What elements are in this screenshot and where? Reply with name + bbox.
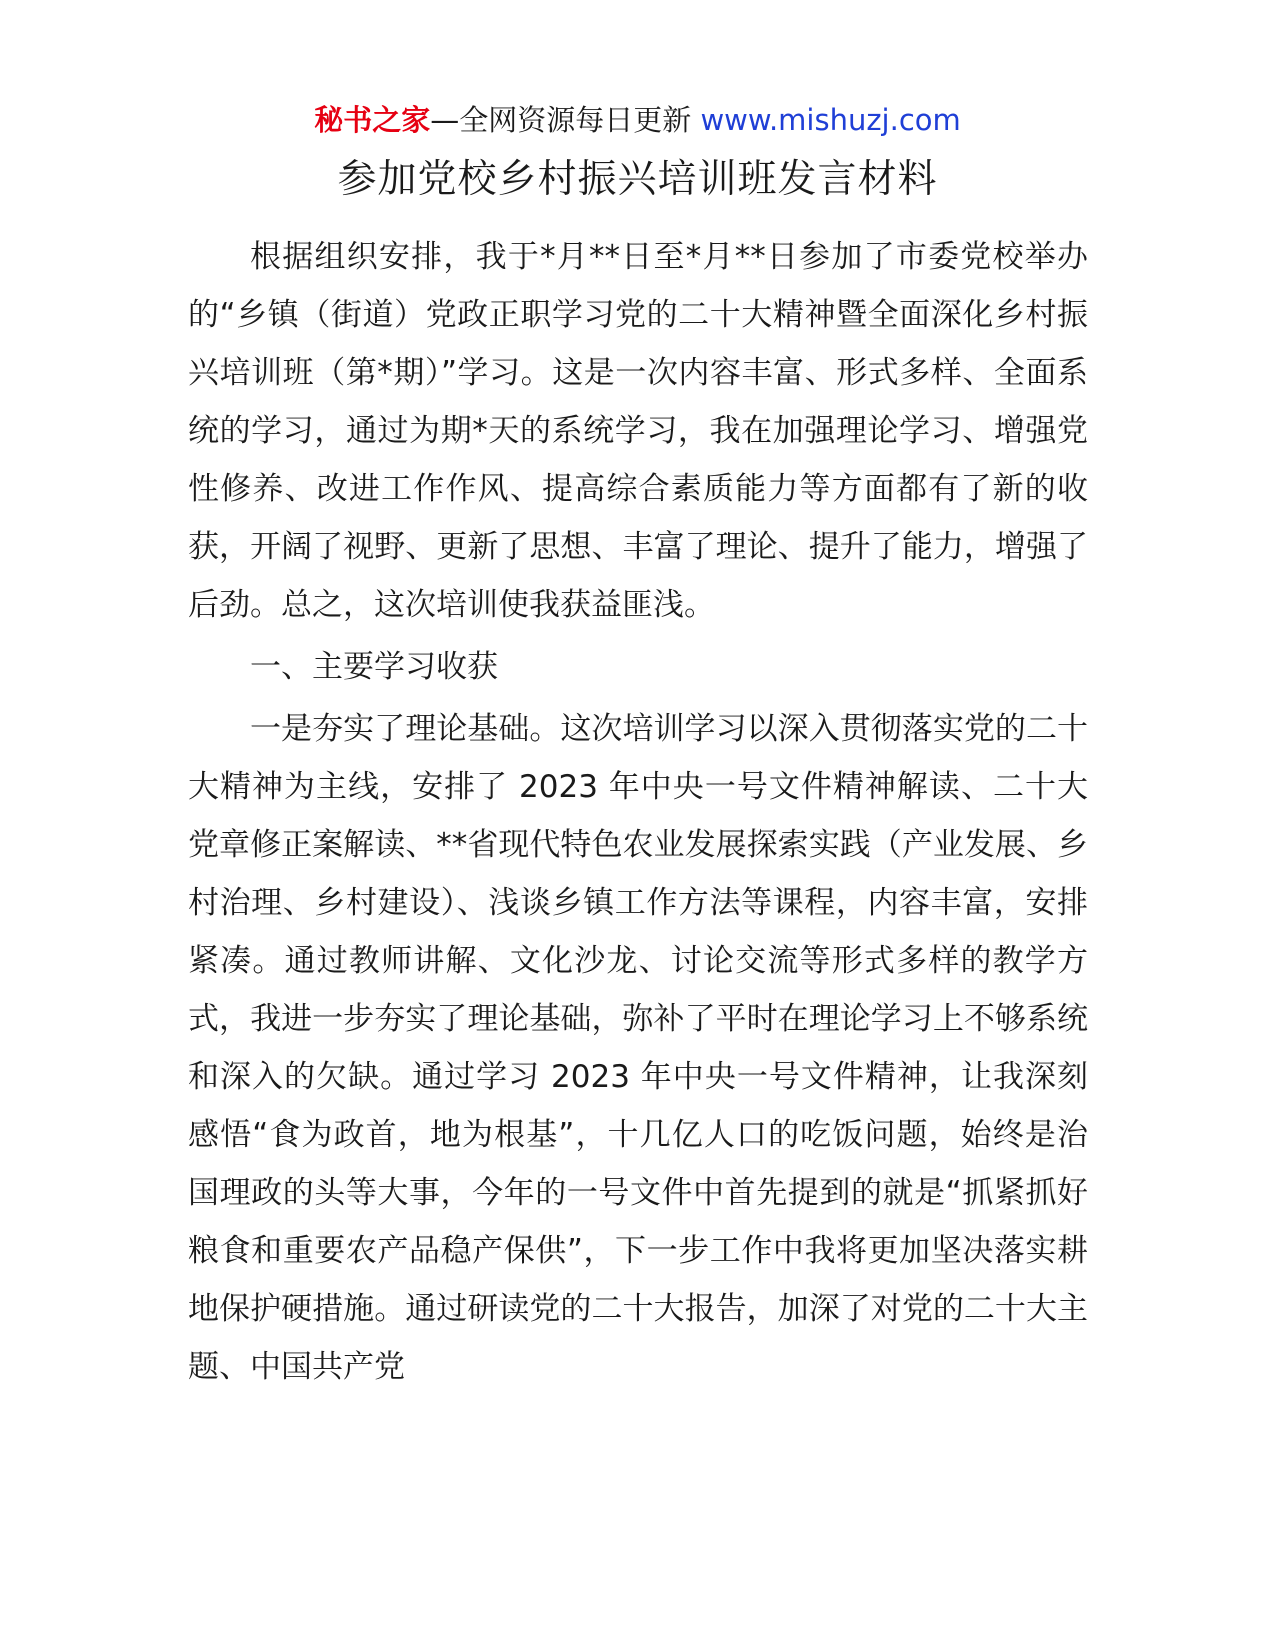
header-tagline: —全网资源每日更新 bbox=[430, 103, 701, 137]
source-header bbox=[0, 100, 1275, 140]
site-link[interactable]: www.mishuzj.com bbox=[700, 103, 961, 137]
document-title: 参加党校乡村振兴培训班发言材料 bbox=[337, 157, 938, 202]
paragraph-intro: 根据组织安排，我于*月**日至*月**日参加了市委党校举办的“乡镇（街道）党政正职学习党的二十大精神暨全面深化乡村振兴培训班（第*期）”学习。这是一次内容丰富、形式多样、全面系统的学习，通过为期*天的系统学习，我在加强理论学习、增强党性修养、改进工作作风、提高综合素质能力等方面都有了新的收获，开阔了视野、更新了思想、丰富了理论、提升了能力，增强了后劲。总之，这次培训使我获益匪浅。 bbox=[188, 239, 1088, 623]
paragraph-theory: 一是夯实了理论基础。这次培训学习以深入贯彻落实党的二十大精神为主线，安排了 2023 年中央一号文件精神解读、二十大党章修正案解读、**省现代特色农业发展探索实践（产业发展、乡村治理、乡村建设）、浅谈乡镇工作方法等课程，内容丰富，安排紧凑。通过教师讲解、文化沙龙、讨论交流等形式多样的教学方式，我进一步夯实了理论基础，弥补了平时在理论学习上不够系统和深入的欠缺。通过学习 2023 年中央一号文件精神，让我深刻感悟“食为政首，地为根基”，十几亿人口的吃饭问题，始终是治国理政的头等大事，今年的一号文件中首先提到的就是“抓紧抓好粮食和重要农产品稳产保供”，下一步工作中我将更加坚决落实耕地保护硬措施。通过研读党的二十大报告，加深了对党的二十大主题、中国共产党 bbox=[188, 711, 1088, 1385]
section-heading: 一、主要学习收获 bbox=[250, 649, 498, 685]
document-body bbox=[188, 228, 1088, 1396]
brand-name: 秘书之家 bbox=[314, 103, 431, 137]
